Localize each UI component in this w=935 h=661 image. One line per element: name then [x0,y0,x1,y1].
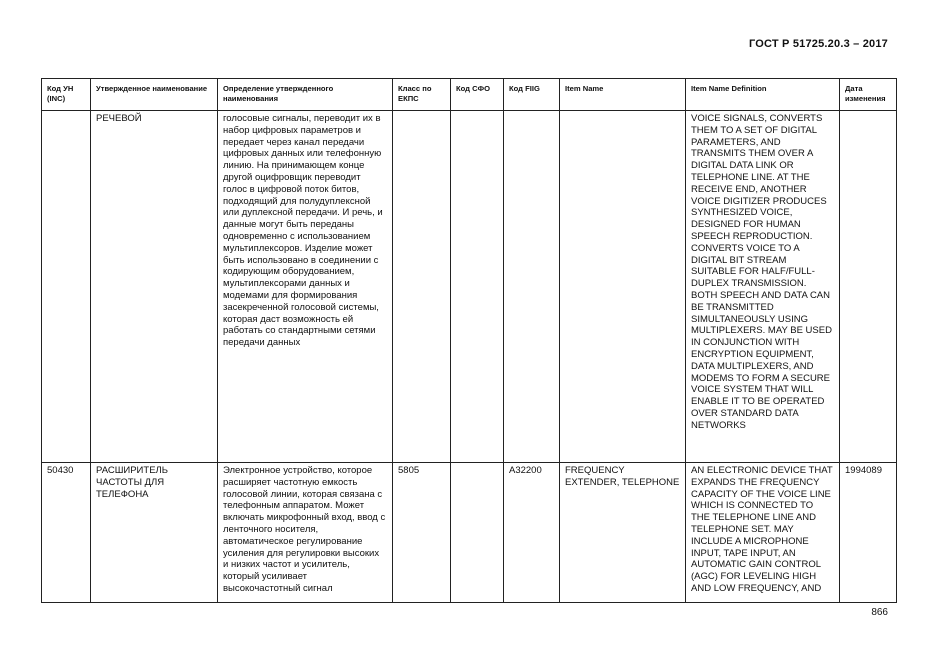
cell-name-ru: РАСШИРИТЕЛЬ ЧАСТОТЫ ДЛЯ ТЕЛЕФОНА [91,463,218,603]
cell-ekps-class: 5805 [393,463,451,603]
header-date-changed: Дата изменения [840,79,897,111]
header-fiig-code: Код FIIG [504,79,560,111]
cell-inc: 50430 [42,463,91,603]
cell-name-ru: РЕЧЕВОЙ [91,111,218,463]
document-standard-title: ГОСТ Р 51725.20.3 – 2017 [748,38,888,50]
cell-item-name: FREQUENCY EXTENDER, TELEPHONE [560,463,686,603]
header-sfo-code: Код СФО [451,79,504,111]
header-item-name: Item Name [560,79,686,111]
cell-sfo-code [451,463,504,603]
page-number: 866 [871,607,888,618]
table-row [42,463,897,603]
cell-date-changed [840,111,897,463]
cell-sfo-code [451,111,504,463]
cell-item-name-definition: VOICE SIGNALS, CONVERTS THEM TO A SET OF DIGITAL PARAMETERS, AND TRANSMITS THEM OVER A DIGITAL DATA LINK OR TELEPHONE LINE. AT THE RECEIVE END, ANOTHER VOICE DIGITIZER PRODUCES SYNTHESIZED VOICE, DESIGNED FOR HUMAN SPEECH REPRODUCTION. CONVERTS VOICE TO A DIGITAL BIT STREAM SUITABLE FOR HALF/FULL-DUPLEX TRANSMISSION. BOTH SPEECH AND DATA CAN BE TRANSMITTED SIMULTANEOUSLY USING MULTIPLEXERS. MAY BE USED IN CONJUNCTION WITH ENCRYPTION EQUIPMENT, DATA MULTIPLEXERS, AND MODEMS TO FORM A SECURE VOICE SYSTEM THAT WILL ENABLE IT TO BE OPERATED OVER STANDARD DATA NETWORKS [686,111,840,463]
header-ekps-class: Класс по ЕКПС [393,79,451,111]
cell-definition-ru: голосовые сигналы, переводит их в набор цифровых параметров и передает через канал передачи цифровых данных или телефонную линию. На принимающем конце другой оцифровщик переводит голос в цифровой поток битов, подходящий для полудуплексной или дуплексной передачи. И речь, и данные могут быть переданы одновременно с использованием мультиплексоров. Изделие может быть использовано в соединении с кодирующим оборудованием, мультиплексорами данных и модемами для формирования засекреченной голосовой системы, которая даст возможность ей работать со стандартными сетями передачи данных [218,111,393,463]
header-inc-code: Код УН (INC) [42,79,91,111]
cell-definition-ru: Электронное устройство, которое расширяет частотную емкость голосовой линии, которая связана с телефонным аппаратом. Может включать микрофонный вход, ввод с ленточного носителя, автоматическое регулирование усиления для регулировки высоких и низких частот и усилитель, который усиливает высокочастотный сигнал [218,463,393,603]
header-item-name-definition: Item Name Definition [686,79,840,111]
cell-inc [42,111,91,463]
table-row [42,111,897,463]
gost-classification-table [41,78,897,603]
cell-fiig-code: A32200 [504,463,560,603]
cell-item-name-definition: AN ELECTRONIC DEVICE THAT EXPANDS THE FREQUENCY CAPACITY OF THE VOICE LINE WHICH IS CONNECTED TO THE TELEPHONE LINE AND TELEPHONE SET. MAY INCLUDE A MICROPHONE INPUT, TAPE INPUT, AN AUTOMATIC GAIN CONTROL (AGC) FOR LEVELING HIGH AND LOW FREQUENCY, AND [686,463,840,603]
header-approved-name-definition: Определение утвержденного наименования [218,79,393,111]
cell-item-name [560,111,686,463]
table-header-row [42,79,897,111]
header-approved-name: Утвержденное наименование [91,79,218,111]
cell-fiig-code [504,111,560,463]
cell-ekps-class [393,111,451,463]
cell-date-changed: 1994089 [840,463,897,603]
